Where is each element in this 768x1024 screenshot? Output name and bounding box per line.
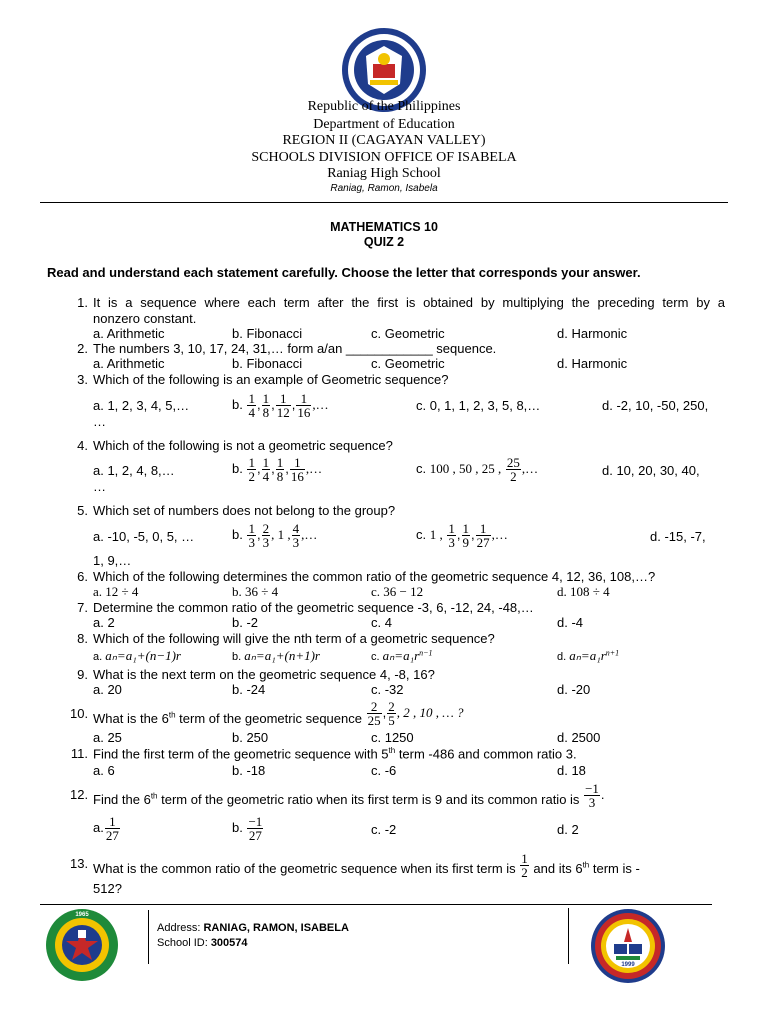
- q12-choice-c[interactable]: c. -2: [371, 822, 397, 837]
- q8-choice-a[interactable]: a. aₙ=a₁+(n−1)r: [93, 648, 181, 663]
- question-6: 6. Which of the following determines the common ratio of the geometric sequence 4, 12, 36, 108,…? a. 12 ÷ 4 b. 36 ÷ 4 c. 36 − 12 d. 108 ÷ 4: [77, 569, 656, 599]
- q1-choice-c[interactable]: c. Geometric: [371, 326, 445, 341]
- q6-choice-c[interactable]: c. 36 − 12: [371, 584, 424, 599]
- q11-choice-b[interactable]: b. -18: [232, 763, 266, 778]
- q10-choice-c[interactable]: c. 1250: [371, 730, 414, 745]
- q9-choice-b[interactable]: b. -24: [232, 682, 266, 697]
- footer-separator-right: [568, 908, 569, 964]
- q11-choice-c[interactable]: c. -6: [371, 763, 397, 778]
- q12-choice-b[interactable]: b. $\frac{-1}{27}$: [232, 814, 263, 843]
- q7-choice-a[interactable]: a. 2: [93, 615, 115, 630]
- q8-choice-c[interactable]: c. $a_n=a_1r^{n-1}$: [371, 648, 433, 663]
- question-7: 7. Determine the common ratio of the geometric sequence -3, 6, -12, 24, -48,… a. 2 b. -2 c. 4 d. -4: [77, 600, 584, 630]
- q4-choice-b[interactable]: b. $\frac{1}{2}$ , $\frac{1}{4}$ , $\frac{1}{8}$ , $\frac{1}{16}$ ,…: [232, 455, 323, 484]
- question-8: 8. Which of the following will give the nth term of a geometric sequence? a. aₙ=a₁+(n−1)r b. aₙ=a₁+(n+1)r c. $a_n=a_1r^{n-1}$ d. $a_n=a_1r^{n+1}$: [77, 631, 620, 663]
- quiz-subject: MATHEMATICS 10: [330, 220, 438, 234]
- header-address: Raniag, Ramon, Isabela: [330, 183, 438, 194]
- q5-choice-c[interactable]: c. 1 , $\frac{1}{3}$ , $\frac{1}{9}$ , $\frac{1}{27}$ ,…: [416, 521, 508, 550]
- question-9: 9. What is the next term on the geometric sequence 4, -8, 16? a. 20 b. -24 c. -32 d. -20: [77, 667, 591, 697]
- q5-choice-d[interactable]: d. -15, -7,: [650, 529, 706, 544]
- q9-choice-c[interactable]: c. -32: [371, 682, 404, 697]
- q7-choice-d[interactable]: d. -4: [557, 615, 584, 630]
- header-department: Department of Education: [313, 117, 455, 132]
- q2-choice-d[interactable]: d. Harmonic: [557, 356, 628, 371]
- question-5: 5. Which set of numbers does not belong to the group? a. -10, -5, 0, 5, … b. $\frac{1}{3}$ , $\frac{2}{3}$ , 1 , $\frac{4}{3}$ ,… c. 1 , $\frac{1}{3}$ , $\frac{1}{9}$ , $\frac{1}{27}$ ,… d. -15, -7, 1, 9,…: [77, 503, 706, 568]
- header-division: SCHOOLS DIVISION OFFICE OF ISABELA: [251, 150, 517, 165]
- q3-choice-d[interactable]: d. -2, 10, -50, 250,: [602, 398, 709, 413]
- footer-divider: [40, 904, 712, 905]
- q3-choice-c[interactable]: c. 0, 1, 1, 2, 3, 5, 8,…: [416, 398, 541, 413]
- question-3: 3. Which of the following is an example of Geometric sequence? a. 1, 2, 3, 4, 5,… b. $\frac{1}{4}$ , $\frac{1}{8}$ , $\frac{1}{12}$ , $\frac{1}{16}$ ,… c. 0, 1, 1, 2, 3, 5, 8,… d. -2, 10, -50, 250, …: [77, 372, 709, 429]
- q9-choice-d[interactable]: d. -20: [557, 682, 591, 697]
- q6-choice-a[interactable]: a. 12 ÷ 4: [93, 584, 139, 599]
- q2-choice-b[interactable]: b. Fibonacci: [232, 356, 303, 371]
- question-2: 2. The numbers 3, 10, 17, 24, 31,… form a/an ____________ sequence. a. Arithmetic b. Fibonacci c. Geometric d. Harmonic: [77, 341, 628, 371]
- q7-choice-c[interactable]: c. 4: [371, 615, 392, 630]
- q4-choice-a[interactable]: a. 1, 2, 4, 8,…: [93, 463, 175, 478]
- q3-choice-b[interactable]: b. $\frac{1}{4}$ , $\frac{1}{8}$ , $\frac{1}{12}$ , $\frac{1}{16}$ ,…: [232, 391, 329, 420]
- q8-choice-b[interactable]: b. aₙ=a₁+(n+1)r: [232, 648, 320, 663]
- q1-choice-b[interactable]: b. Fibonacci: [232, 326, 303, 341]
- q1-choice-a[interactable]: a. Arithmetic: [93, 326, 165, 341]
- header-divider: [40, 202, 728, 203]
- school-seal: 1999: [590, 908, 666, 984]
- q7-choice-b[interactable]: b. -2: [232, 615, 259, 630]
- q2-choice-c[interactable]: c. Geometric: [371, 356, 445, 371]
- question-1: 1. It is a sequence where each term after the first is obtained by multiplying the preceding term by a nonzero constant. a. Arithmetic b. Fibonacci c. Geometric d. Harmonic: [77, 295, 725, 341]
- q4-choice-c[interactable]: c. 100 , 50 , 25 , $\frac{25}{2}$ ,…: [416, 455, 539, 484]
- instructions: Read and understand each statement carefully. Choose the letter that corresponds your answer.: [47, 265, 641, 280]
- q12-choice-a[interactable]: a. $\frac{1}{27}$: [93, 814, 119, 843]
- quiz-number: QUIZ 2: [363, 235, 405, 249]
- question-4: 4. Which of the following is not a geometric sequence? a. 1, 2, 4, 8,… b. $\frac{1}{2}$ , $\frac{1}{4}$ , $\frac{1}{8}$ , $\frac{1}{16}$ ,… c. 100 , 50 , 25 , $\frac{25}{2}$ ,… d. 10, 20, 30, 40, …: [77, 438, 700, 494]
- question-10: 10. What is the 6th term of the geometric sequence $\frac{2}{25}$ , $\frac{2}{5}$ , 2 , 10 , … ? a. 25 b. 250 c. 1250 d. 2500: [70, 699, 601, 745]
- q8-choice-d[interactable]: d. $a_n=a_1r^{n+1}$: [557, 648, 620, 663]
- q2-choice-a[interactable]: a. Arithmetic: [93, 356, 165, 371]
- question-11: 11. Find the first term of the geometric sequence with 5th term -486 and common ratio 3. a. 6 b. -18 c. -6 d. 18: [70, 746, 586, 778]
- q10-choice-a[interactable]: a. 25: [93, 730, 122, 745]
- q11-choice-d[interactable]: d. 18: [557, 763, 586, 778]
- q4-choice-d[interactable]: d. 10, 20, 30, 40,: [602, 463, 700, 478]
- q5-choice-a[interactable]: a. -10, -5, 0, 5, …: [93, 529, 195, 544]
- header-school: Raniag High School: [327, 166, 441, 181]
- q10-choice-b[interactable]: b. 250: [232, 730, 269, 745]
- footer-school-id: School ID: 300574: [157, 937, 248, 949]
- header-region: REGION II (CAGAYAN VALLEY): [282, 133, 486, 148]
- q3-choice-a[interactable]: a. 1, 2, 3, 4, 5,…: [93, 398, 190, 413]
- q5-choice-b[interactable]: b. $\frac{1}{3}$ , $\frac{2}{3}$ , 1 , $\frac{4}{3}$ ,…: [232, 521, 318, 550]
- header-republic: Republic of the Philippines: [307, 99, 461, 114]
- footer-address: Address: RANIAG, RAMON, ISABELA: [157, 922, 349, 934]
- q1-choice-d[interactable]: d. Harmonic: [557, 326, 628, 341]
- q6-choice-d[interactable]: d. 108 ÷ 4: [557, 584, 610, 599]
- q9-choice-a[interactable]: a. 20: [93, 682, 122, 697]
- footer-separator-left: [148, 910, 149, 964]
- question-12: 12. Find the 6th term of the geometric ratio when its first term is 9 and its common ratio is $\frac{-1}{3}$ . a. $\frac{1}{27}$ b. $\frac{-1}{27}$ c. -2 d. 2: [70, 781, 605, 843]
- q10-choice-d[interactable]: d. 2500: [557, 730, 601, 745]
- question-13: 13. What is the common ratio of the geometric sequence when its first term is $\frac{1}{2}$ and its 6th term is - 512?: [70, 851, 640, 896]
- q12-choice-d[interactable]: d. 2: [557, 822, 579, 837]
- q6-choice-b[interactable]: b. 36 ÷ 4: [232, 584, 279, 599]
- division-seal: 1965: [45, 908, 119, 982]
- q11-choice-a[interactable]: a. 6: [93, 763, 115, 778]
